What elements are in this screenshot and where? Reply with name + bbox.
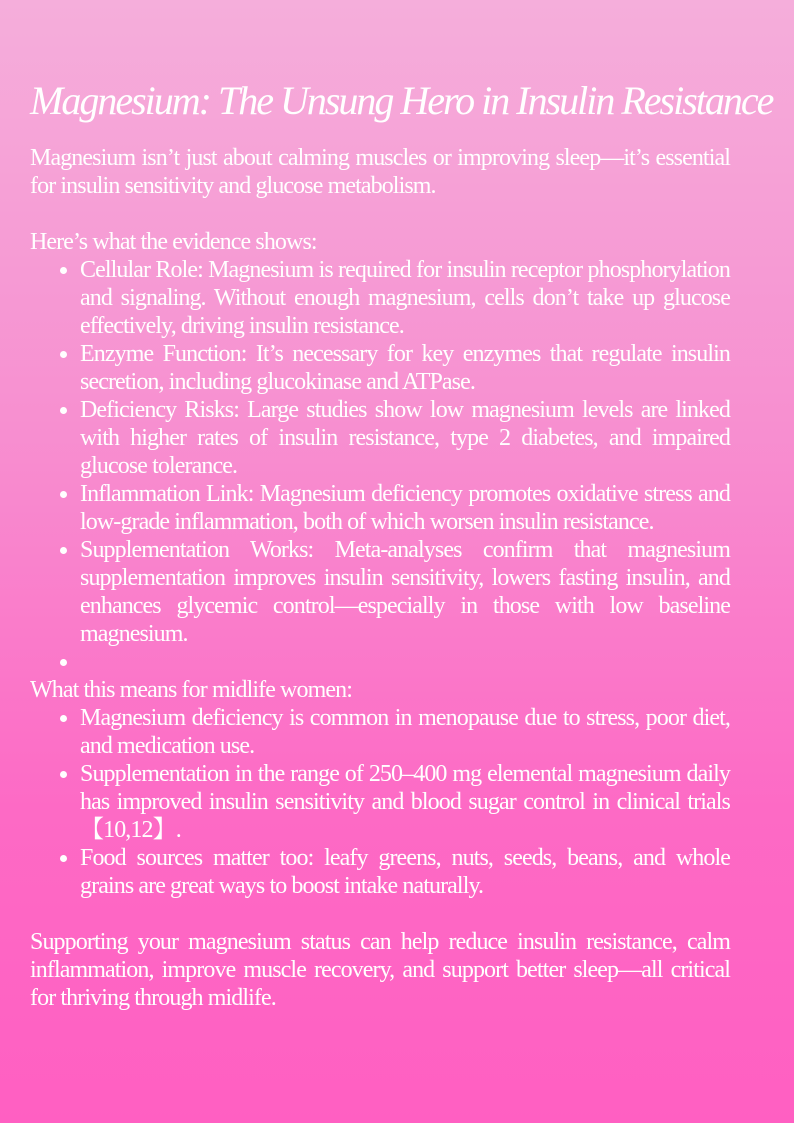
midlife-item-deficiency: • Magnesium deficiency is common in menopause due to stress, poor diet, and medication use. [80, 704, 730, 760]
evidence-item-inflammation-link: • Inflammation Link: Magnesium deficiency promotes oxidative stress and low-grade inflammation, both of which worsen insulin resistance. [80, 480, 730, 536]
paragraph-gap [30, 200, 730, 228]
article-body [30, 144, 730, 1012]
evidence-item-supplementation-works: • Supplementation Works: Meta-analyses confirm that magnesium supplementation improves insulin sensitivity, lowers fasting insulin, and enhances glycemic control—especially in those with low baseline magnesium. [80, 536, 730, 648]
evidence-item-cellular-role: • Cellular Role: Magnesium is required for insulin receptor phosphorylation and signaling. Without enough magnesium, cells don’t take up glucose effectively, driving insulin resistance. [80, 256, 730, 340]
evidence-heading: Here’s what the evidence shows: [30, 229, 317, 255]
empty-list-item [80, 648, 730, 676]
intro-paragraph: Magnesium isn’t just about calming muscles or improving sleep—it’s essential for insulin sensitivity and glucose metabolism. [30, 145, 730, 199]
midlife-list [30, 704, 730, 900]
midlife-item-supplementation: • Supplementation in the range of 250–400 mg elemental magnesium daily has improved insulin sensitivity and blood sugar control in clinical trials 【10,12】. [80, 760, 730, 844]
paragraph-gap [30, 900, 730, 928]
closing-paragraph: Supporting your magnesium status can help reduce insulin resistance, calm inflammation, improve muscle recovery, and support better sleep—all critical for thriving through midlife. [30, 929, 730, 1011]
evidence-list [30, 256, 730, 676]
evidence-item-enzyme-function: • Enzyme Function: It’s necessary for key enzymes that regulate insulin secretion, including glucokinase and ATPase. [80, 340, 730, 396]
midlife-heading: What this means for midlife women: [30, 677, 352, 703]
page-title: Magnesium: The Unsung Hero in Insulin Resistance [30, 78, 773, 123]
midlife-item-food-sources: • Food sources matter too: leafy greens, nuts, seeds, beans, and whole grains are great ways to boost intake naturally. [80, 844, 730, 900]
evidence-item-deficiency-risks: • Deficiency Risks: Large studies show low magnesium levels are linked with higher rates of insulin resistance, type 2 diabetes, and impaired glucose tolerance. [80, 396, 730, 480]
